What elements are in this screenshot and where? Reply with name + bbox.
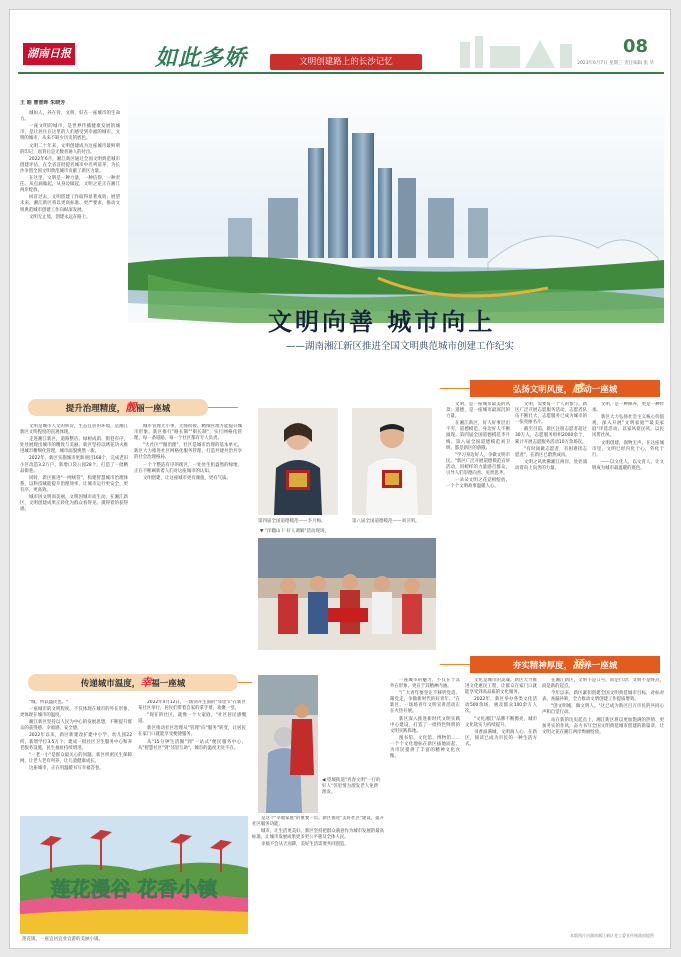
body-paragraph: 从"15分钟生活圈"到"一站式"便民服务中心，从"智慧社区"到"邻里互助"，城市的温度无处不在。	[138, 739, 246, 751]
landmark-watermark-icon	[440, 32, 590, 68]
body-paragraph: 一朵朵文明之花竞相绽放，一个个文明故事温暖人心。	[446, 478, 510, 490]
issue-date: 2023年6月7日 星期三	[577, 61, 623, 66]
banner-divider	[440, 664, 470, 665]
banner-divider	[208, 407, 238, 408]
kicker-ribbon: 文明创建路上的长沙记忆	[270, 54, 422, 70]
body-paragraph: "一老一小"是群众最关心的问题。新区织密民生保障网，让老人老有所养，让儿童健康成长。	[20, 752, 132, 764]
photo-mediation-event	[258, 538, 436, 650]
civility-column-c	[592, 402, 664, 642]
banner-text: 养一座城	[583, 661, 618, 671]
masthead	[10, 10, 670, 72]
banner-text: 动一座城	[583, 385, 618, 395]
banner-emphasis: 幸	[140, 676, 152, 689]
body-paragraph: 新区深入推进新时代文明实践中心建设，打造了一批特色鲜明的文明实践阵地。	[390, 716, 460, 734]
photo-caption: ▼ "洋翻山下 好人调解"活动现场。	[260, 529, 329, 534]
body-paragraph: 2022年以来，新区新建改扩建中小学、幼儿园22所，新增学位3.5万个；建成一批社区卫生服务中心和养老服务设施，民生福祉持续增进。	[20, 733, 132, 751]
body-paragraph: 文明，需要每一个人的参与。新区广泛开展志愿服务活动，志愿者队伍不断壮大，志愿服务已成为城市的一张亮丽名片。	[515, 402, 587, 426]
body-paragraph: 城市管理无小事，无缝衔接、精细管理方能提升城市形象。新区推行"路长制""街长制"，实行网格化管理，每一条道路、每一个社区都有专人负责。	[134, 424, 242, 442]
body-paragraph: 截至目前，新区注册志愿者超过30万人，志愿服务组织2000余个，累计开展志愿服务活动10万余场次。	[515, 427, 587, 445]
intro-paragraph: 文明无止境，创建永远在路上。	[29, 214, 91, 220]
body-paragraph: 一座城市的文明程度，不仅体现在城市的外在形象，更体现在城市的温度。	[20, 707, 132, 719]
body-paragraph: 城市，让生活更美好。新区坚持把群众满意作为城市发展的最高标准，让城市发展成果更多更公平惠及全体人民。	[252, 829, 384, 841]
intro-column	[20, 100, 120, 382]
body-paragraph: 文明是城市人文的积淀，生态宜居的环境，是湘江新区文明程度的直观体现。	[20, 424, 128, 436]
body-paragraph: ——以文化人，以文育人，让文明成为城市最温暖的底色。	[592, 459, 664, 471]
intro-paragraph: 在这里，文明是一种力量，一种信仰，一种责任。从点滴做起，从身边做起，文明之花正在湘江两岸绽放。	[20, 176, 120, 194]
body-paragraph: 新区推动社区治理从"管理"向"服务"转变，让居民在家门口就能享受便捷服务。	[138, 726, 246, 738]
body-paragraph: 文明创建，让这座城市更有颜值，更有气质。	[143, 475, 231, 481]
body-paragraph: 这座城市，正在用温暖书写幸福答卷。	[29, 765, 104, 771]
body-paragraph: "城，所以盛民也。"	[29, 700, 69, 705]
governance-column-left	[20, 424, 128, 642]
banner-emphasis: 靓	[125, 401, 137, 414]
hero-subheadline: ——湖南湘江新区推进全国文明典范城市创建工作纪实	[286, 341, 515, 352]
photo-li-yuemei	[258, 408, 338, 515]
body-paragraph: 2022年，新区举办各类文化活动500余场，惠及群众100余万人次。	[465, 697, 537, 715]
hero-headline: 文明向善 城市向上	[268, 307, 496, 336]
photo-caption-text: "洋翻山下 好人调解"活动现场。	[264, 529, 329, 534]
warmth-column-b	[138, 700, 246, 800]
intro-paragraph: 城如人，养在骨，文明，好在一座城市的生命力。	[20, 111, 120, 123]
body-paragraph: "学习身边好人，争做文明市民。"新区广泛开展道德模范宣讲活动，用榜样的力量感召群众，引导人们崇德向善、见贤思齐。	[446, 452, 510, 477]
banner-emphasis: 感	[572, 382, 584, 395]
body-paragraph: 文明之风吹拂湘江两岸，处处涌动着向上向善的力量。	[515, 459, 587, 471]
body-paragraph: 文明，是一种修养，更是一种传承。	[592, 402, 664, 414]
flower-town-slogan: 莲花漫谷 花香小镇	[50, 877, 218, 901]
banner-text: 提升治理精度，	[65, 404, 126, 414]
body-paragraph: 在湘江新区，好人好事层出不穷，道德模范、身边好人不断涌现。第四届全国道德模范李月梅、第八届全国道德模范刘卫明，都是新区的骄傲。	[446, 421, 510, 451]
banner-divider	[238, 682, 252, 683]
body-paragraph: 同时，新区推进"一网统管"，构建智慧城市治理体系，以科技赋能提升治理效率，让城市运行更安全、更有序、更高效。	[20, 475, 128, 493]
civility-column-a	[446, 402, 510, 642]
newspaper-page	[9, 9, 671, 949]
body-paragraph: "创文明城，做文明人。"这已成为新区百万市民的共同心声和自觉行动。	[542, 704, 664, 716]
governance-column-right	[134, 424, 242, 642]
body-paragraph: "有时间做志愿者，有困难找志愿者"，在新区已蔚然成风。	[515, 446, 587, 458]
body-paragraph: 今年以来，新区紧扣创建全国文明典范城市目标，对标对表、查漏补缺，全力推动文明创建工作提质增效。	[542, 691, 664, 703]
photo-caption: 第四届全国道德模范——李月梅。	[258, 519, 326, 524]
spirit-column-c	[542, 678, 664, 926]
banner-text: 福一座城	[151, 679, 186, 689]
body-paragraph: 文明创建，润物无声。在这座城市里，文明已经内化于心，外化于行。	[592, 440, 664, 458]
body-paragraph: 新区大力弘扬社会主义核心价值观，深入开展"文明家庭""最美家庭"评选活动，以家风促民风，以民风带社风。	[592, 415, 664, 439]
spirit-column-b	[465, 678, 537, 926]
body-paragraph: 2022年4月12日，一场别开生面的"邻里节"在新区某社区举行，居民们带着自家的拿手菜，欢聚一堂。	[138, 700, 246, 712]
byline: 王 皓 曹普晖 朱晓芳	[20, 100, 66, 106]
photo-flower-town	[20, 816, 248, 934]
banner-text: 弘扬文明风度，	[512, 385, 573, 395]
footer-note: 本版图片由湖南湘江新区党工委宣传统战部提供	[570, 933, 654, 938]
intro-paragraph: 一座文明的城市，是世界传播健康发展的城市，是让居住在这里的人们感受到幸福的城市。文明的城市，从来不缺少历史的底色。	[20, 124, 120, 142]
page-kicker: 如此多娇	[155, 45, 248, 71]
photo-caption-text: 望城街道"青春文明"一行的好人"邻里情为理发老人免费理发。	[322, 778, 381, 795]
body-paragraph: 一座城市的魅力，不仅在于其外在形象，更在于其精神内涵。	[390, 678, 460, 690]
body-paragraph: 一个个整洁有序的街区，一处处生机盎然的绿地，正在不断刷新着人们对这座城市的认知。	[134, 462, 242, 474]
intro-paragraph: 2022年6月，湘江新区通过全国文明典范城市创建评估，在全省首批提名城市中名列前茅，为长沙争创全国文明典范城市贡献了新区力量。	[20, 156, 120, 174]
body-paragraph: 站在新的历史起点上，湘江新区将以更加饱满的热情、更加务实的作风，奋力书写全国文明典范城市创建的新篇章，让文明之花在湘江两岸绚丽绽放。	[542, 717, 664, 735]
banner-text: 丽一座城	[136, 404, 171, 414]
body-paragraph: 在湘江新区，文明不是口号，而是行动；文明不是终点，而是新的起点。	[542, 678, 664, 690]
section-banner-civility	[470, 380, 660, 397]
dateline	[577, 60, 654, 66]
photo-liu-weiming	[352, 408, 432, 515]
body-paragraph: 文化是城市的灵魂。新区大力推进文化惠民工程，让群众在家门口就能享受到高品质的文化服务。	[465, 678, 537, 696]
section-banner-warmth	[28, 674, 238, 691]
photo-caption: 莲花镇，一座宜居宜业宜游的美丽小镇。	[22, 937, 103, 942]
section-banner-spirit	[470, 656, 660, 673]
intro-paragraph: 文明二十年来，文明创建成为这座城市最鲜明的印记，而背后是无数普通人的付出。	[20, 143, 120, 155]
spirit-column-a	[390, 678, 460, 926]
photo-caption: ◀ 望城街道"青春文明"一行的好人"邻里情为理发老人免费理发。	[322, 778, 381, 795]
page-editor: 责任编辑 张 华	[624, 61, 654, 66]
body-paragraph: "文化湘江"品牌不断擦亮，城市文化软实力持续提升。	[465, 716, 537, 728]
banner-divider	[440, 388, 470, 389]
body-paragraph: "大社区""微治理"，社区是城市治理的基本单元。新区大力推进社区网格化服务管理，打造共建共治共享的社会治理格局。	[134, 443, 242, 461]
warmth-column-c	[252, 816, 384, 896]
page-number: 08	[622, 36, 648, 57]
body-paragraph: "现在的社区，就像一个大家庭。"社区居民感慨道。	[138, 713, 246, 725]
civility-column-b	[515, 402, 587, 642]
banner-text: 传递城市温度，	[80, 679, 141, 689]
banner-text: 夯实精神厚度，	[512, 661, 573, 671]
newspaper-logo: 湖南日报	[23, 43, 75, 65]
body-paragraph: 是这个"幸福家庭"的重要一员。新区推进"美好社区"建设，提升社区服务功能。	[252, 816, 384, 828]
photo-caption: 第八届全国道德模范——刘卫明。	[352, 519, 420, 524]
body-paragraph: 文明，是一座城市最美的风景；道德，是一座城市最深沉的力量。	[446, 402, 510, 420]
banner-emphasis: 涵	[572, 658, 584, 671]
body-paragraph: 湘江新区坚持以人民为中心的发展思想，不断提升群众的获得感、幸福感、安全感。	[20, 720, 132, 732]
body-paragraph: 城市因文明而美丽，文明因城市而生动。在湘江新区，文明创建成果正转化为群众看得见、摸得着的获得感。	[20, 495, 128, 513]
intro-paragraph: 回首过去，文明创建工作取得显著成效；展望未来，湘江新区将以更高标准、更严要求，推动文明典范城市创建工作向纵深发展。	[20, 195, 120, 213]
photo-free-haircut	[258, 675, 318, 813]
body-paragraph: 图书馆、文化馆、博物馆……一个个文化地标在新区拔地而起，为市民提供了丰富的精神文化食粮。	[390, 735, 460, 760]
body-paragraph: "广大青年要坚定不移听党话、跟党走，争做新时代的好青年。"在新区，一场场青年文明宣讲活动正在火热开展。	[390, 691, 460, 715]
body-paragraph: 书香溢满城，文明润人心。在新区，阅读已成为市民的一种生活方式。	[465, 729, 537, 747]
body-paragraph: 幸福不会从天而降，美好生活需要共同创造。	[261, 842, 349, 848]
body-paragraph: 2022年，新区实施城市更新项目168个，完成老旧小区改造3.2万户，新增口袋公园28个，打造了一批精品街巷。	[20, 456, 128, 474]
section-banner-governance	[28, 399, 208, 416]
masthead-rule	[18, 72, 664, 74]
body-paragraph: 走进湘江新区，道路整洁、绿树成荫、街巷有序，处处展现出城市的精致与美丽。新区坚持以绣花功夫推进城市精细化管理，城市面貌焕然一新。	[20, 437, 128, 455]
